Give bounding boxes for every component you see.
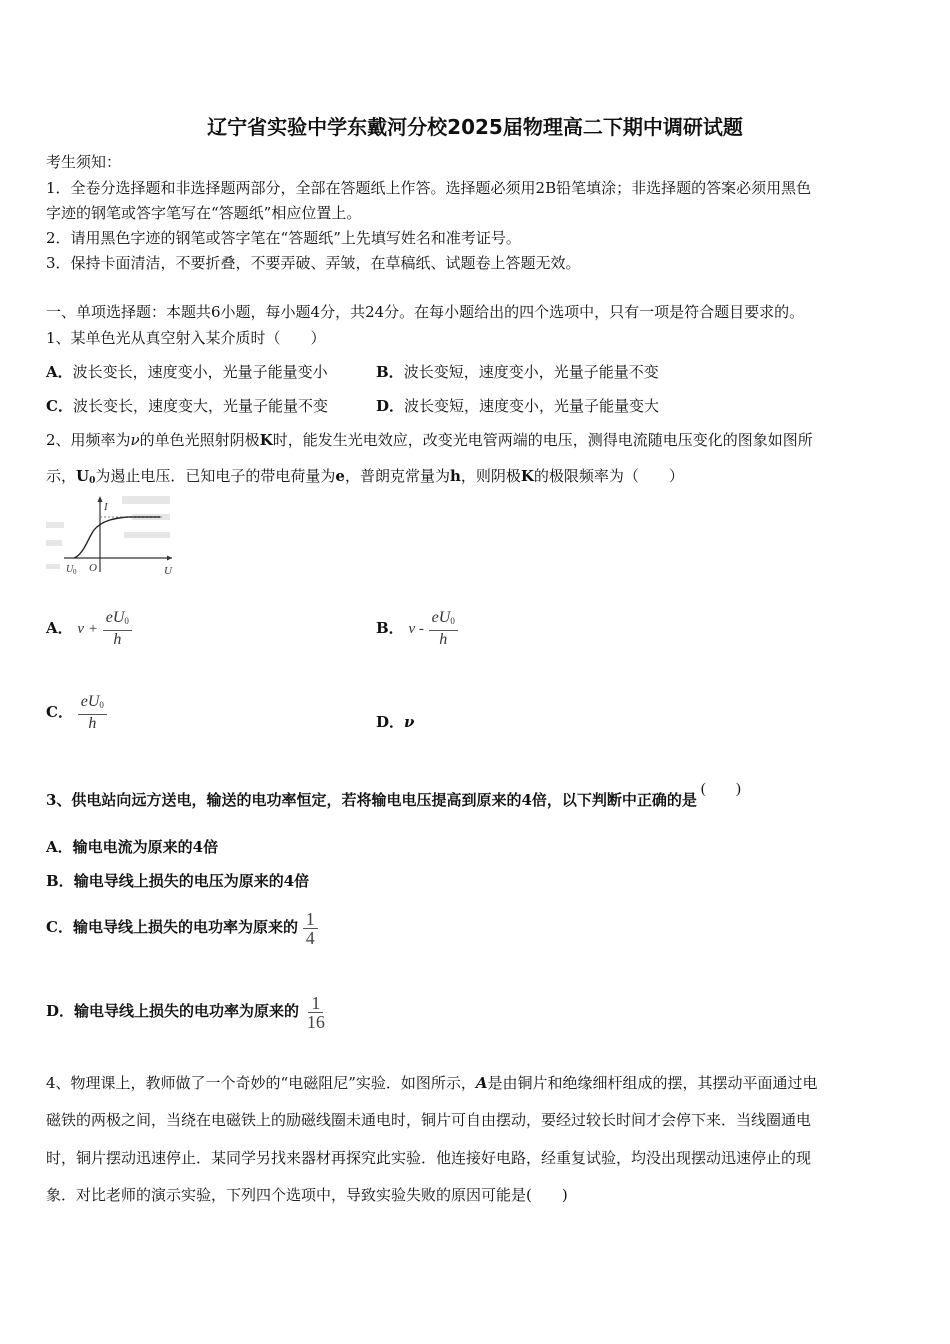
text-span: 的极限频率为（ ） bbox=[533, 467, 684, 485]
q2-stem-line2 bbox=[46, 466, 684, 491]
text-span: 2、用频率为 bbox=[46, 431, 131, 449]
nu-symbol: ν bbox=[130, 431, 140, 449]
fraction-numerator bbox=[429, 609, 458, 631]
q1-stem: 1、某单色光从真空射入某介质时（ ） bbox=[46, 329, 326, 347]
option-label: A． bbox=[46, 619, 73, 637]
fraction bbox=[303, 910, 318, 947]
text-span: 是由铜片和绝缘细杆组成的摆，其摆动平面通过电 bbox=[487, 1074, 818, 1092]
q2-option-b bbox=[376, 608, 458, 649]
fraction bbox=[78, 693, 107, 733]
fraction-denominator: h bbox=[113, 631, 122, 648]
notice-item-3: 3．保持卡面清洁，不要折叠，不要弄破、弄皱，在草稿纸、试题卷上答题无效。 bbox=[46, 254, 581, 272]
num-subscript: 0 bbox=[124, 616, 129, 626]
fraction-denominator: 4 bbox=[305, 927, 315, 948]
q1-option-b bbox=[376, 362, 659, 382]
notice-item-1: 1．全卷分选择题和非选择题两部分，全部在答题纸上作答。选择题必须用2B铅笔填涂；非选择题的答案必须用黑色 bbox=[46, 179, 812, 197]
fraction-numerator: 1 bbox=[303, 910, 318, 929]
notice-item-1-cont: 字迹的钢笔或答字笔写在“答题纸”相应位置上。 bbox=[46, 204, 362, 222]
option-label: D． bbox=[376, 713, 405, 731]
origin-label: O bbox=[89, 562, 97, 574]
expr-prefix: ν - bbox=[408, 621, 424, 637]
q4-line-1 bbox=[46, 1073, 818, 1093]
y-axis-arrow-icon bbox=[98, 496, 103, 502]
text-span: 示， bbox=[46, 467, 77, 485]
fraction bbox=[103, 609, 132, 649]
iu-graph bbox=[44, 492, 174, 582]
option-label: D． bbox=[376, 397, 405, 415]
fraction-denominator: 16 bbox=[306, 1011, 325, 1032]
num-text: eU bbox=[80, 693, 100, 710]
fraction-numerator bbox=[103, 609, 132, 631]
x-axis-arrow-icon bbox=[167, 556, 172, 561]
option-text: 输电导线上损失的电功率为原来的 bbox=[74, 1002, 300, 1020]
q2-option-d bbox=[376, 712, 414, 732]
option-text: 波长变长，速度变大，光量子能量不变 bbox=[72, 397, 328, 415]
q3-option-b bbox=[46, 871, 309, 891]
q2-stem-line1 bbox=[46, 430, 813, 450]
text-span: 的单色光照射阴极 bbox=[139, 431, 260, 449]
q2-option-c bbox=[46, 692, 107, 733]
page-title: 辽宁省实验中学东戴河分校2025届物理高二下期中调研试题 bbox=[207, 115, 743, 139]
option-label: B． bbox=[376, 619, 404, 637]
text-span: ，则阴极 bbox=[460, 467, 521, 485]
option-label: B． bbox=[46, 872, 74, 890]
e-symbol: e bbox=[335, 467, 345, 485]
option-text: 波长变短，速度变小，光量子能量不变 bbox=[403, 363, 659, 381]
option-label: A． bbox=[46, 838, 73, 856]
num-text: eU bbox=[431, 609, 451, 626]
option-text: 输电导线上损失的电功率为原来的 bbox=[72, 918, 298, 936]
q4-line-4: 象．对比老师的演示实验，下列四个选项中，导致实验失败的原因可能是( ) bbox=[46, 1186, 568, 1204]
fraction-denominator: h bbox=[439, 631, 448, 648]
q3-stem bbox=[46, 781, 741, 811]
option-text: 波长变长，速度变小，光量子能量变小 bbox=[72, 363, 328, 381]
y-axis-label: I bbox=[104, 501, 108, 513]
option-text: 输电电流为原来的4倍 bbox=[72, 838, 219, 856]
option-label: A． bbox=[46, 363, 73, 381]
option-label: B． bbox=[376, 363, 404, 381]
option-text: 输电导线上损失的电压为原来的4倍 bbox=[73, 872, 310, 890]
text-span: 4、物理课上，教师做了一个奇妙的“电磁阻尼”实验．如图所示， bbox=[46, 1074, 476, 1092]
fraction bbox=[429, 609, 458, 649]
u0-subscript: 0 bbox=[73, 568, 77, 576]
fraction-denominator: h bbox=[88, 715, 97, 732]
text-span: 为遏止电压．已知电子的带电荷量为 bbox=[95, 467, 336, 485]
q4-line-2: 磁铁的两极之间，当绕在电磁铁上的励磁线圈未通电时，铜片可自由摆动，要经过较长时间才会停下来．当线圈通电 bbox=[46, 1111, 812, 1129]
k-symbol: K bbox=[520, 467, 534, 485]
text-span: ，普朗克常量为 bbox=[344, 467, 450, 485]
text-span: 3、供电站向远方送电，输送的电功率恒定，若将输电电压提高到原来的4倍，以下判断中正确的是 bbox=[46, 791, 697, 809]
k-symbol: K bbox=[259, 431, 273, 449]
q2-option-a bbox=[46, 608, 132, 649]
q3-option-d bbox=[46, 988, 328, 1034]
option-label: C． bbox=[46, 397, 73, 415]
expr-prefix: ν + bbox=[77, 621, 98, 637]
section-heading: 一、单项选择题：本题共6小题，每小题4分，共24分。在每小题给出的四个选项中，只有一项是符合题目要求的。 bbox=[46, 303, 805, 321]
q4-line-3: 时，铜片摆动迅速停止．某同学另找来器材再探究此实验．他连接好电路，经重复试验，均没出现摆动迅速停止的现 bbox=[46, 1149, 812, 1167]
notice-item-2: 2．请用黑色字迹的钢笔或答字笔在“答题纸”上先填写姓名和准考证号。 bbox=[46, 229, 521, 247]
text-span: 时，能发生光电效应，改变光电管两端的电压，测得电流随电压变化的图象如图所 bbox=[272, 431, 813, 449]
u-subscript: 0 bbox=[89, 476, 96, 486]
fraction bbox=[304, 994, 328, 1031]
x-axis-label: U bbox=[164, 565, 172, 577]
nu-symbol: ν bbox=[404, 713, 415, 731]
q1-option-a bbox=[46, 362, 328, 382]
option-text: 波长变短，速度变小，光量子能量变大 bbox=[404, 397, 660, 415]
num-subscript: 0 bbox=[450, 616, 455, 626]
option-label: D． bbox=[46, 1002, 75, 1020]
h-symbol: h bbox=[449, 467, 461, 485]
q3-option-a bbox=[46, 837, 218, 857]
notice-heading: 考生须知： bbox=[46, 153, 122, 171]
num-text: eU bbox=[105, 609, 125, 626]
fraction-numerator bbox=[78, 693, 107, 715]
fraction-numerator: 1 bbox=[308, 994, 323, 1013]
a-symbol: A bbox=[475, 1074, 488, 1092]
option-label: C． bbox=[46, 703, 73, 721]
u-symbol: U bbox=[76, 467, 90, 485]
u0-label: U bbox=[66, 564, 74, 575]
num-subscript: 0 bbox=[99, 700, 104, 710]
option-label: C． bbox=[46, 918, 73, 936]
q1-option-d bbox=[376, 396, 659, 416]
q3-option-c bbox=[46, 904, 318, 950]
q1-option-c bbox=[46, 396, 328, 416]
answer-paren: ( ) bbox=[700, 781, 741, 797]
